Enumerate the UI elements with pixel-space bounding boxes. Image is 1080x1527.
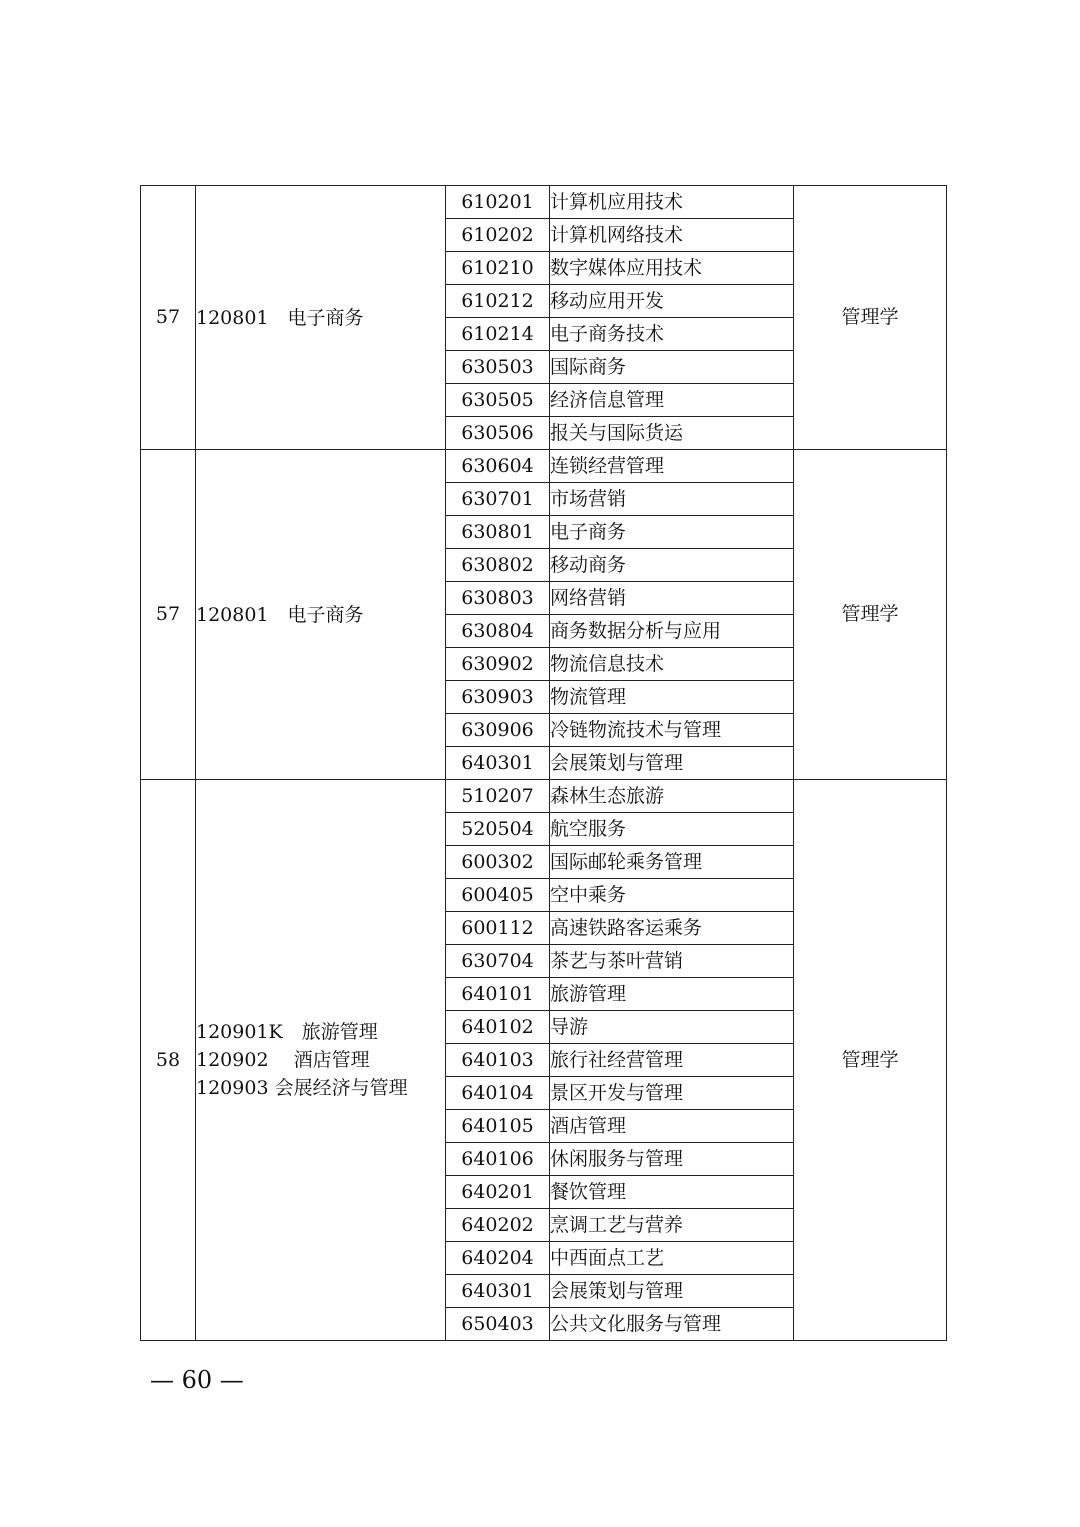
table-body (141, 186, 947, 1341)
vocational-major-code: 630903 (446, 681, 550, 714)
vocational-major-name: 旅行社经营管理 (550, 1044, 794, 1077)
vocational-major-name: 航空服务 (550, 813, 794, 846)
vocational-major-name: 物流信息技术 (550, 648, 794, 681)
vocational-major-code: 640202 (446, 1209, 550, 1242)
vocational-major-name: 商务数据分析与应用 (550, 615, 794, 648)
vocational-major-code: 640301 (446, 747, 550, 780)
vocational-major-name: 电子商务技术 (550, 318, 794, 351)
undergraduate-major: 120902 酒店管理 (196, 1049, 370, 1071)
vocational-major-code: 520504 (446, 813, 550, 846)
discipline-category: 管理学 (794, 186, 947, 450)
vocational-major-code: 630902 (446, 648, 550, 681)
undergraduate-major: 120801 电子商务 (196, 306, 364, 329)
vocational-major-code: 600405 (446, 879, 550, 912)
vocational-major-name: 国际商务 (550, 351, 794, 384)
vocational-major-name: 休闲服务与管理 (550, 1143, 794, 1176)
group-number: 57 (141, 186, 196, 450)
vocational-major-code: 610212 (446, 285, 550, 318)
vocational-major-name: 森林生态旅游 (550, 780, 794, 813)
vocational-major-name: 网络营销 (550, 582, 794, 615)
vocational-major-name: 旅游管理 (550, 978, 794, 1011)
vocational-major-code: 640106 (446, 1143, 550, 1176)
vocational-major-name: 物流管理 (550, 681, 794, 714)
vocational-major-name: 导游 (550, 1011, 794, 1044)
vocational-major-name: 空中乘务 (550, 879, 794, 912)
major-correspondence-table (140, 185, 947, 1341)
vocational-major-name: 冷链物流技术与管理 (550, 714, 794, 747)
vocational-major-name: 茶艺与茶叶营销 (550, 945, 794, 978)
vocational-major-code: 630704 (446, 945, 550, 978)
vocational-major-name: 计算机网络技术 (550, 219, 794, 252)
vocational-major-code: 640301 (446, 1275, 550, 1308)
vocational-major-name: 报关与国际货运 (550, 417, 794, 450)
discipline-category: 管理学 (794, 780, 947, 1341)
vocational-major-code: 640105 (446, 1110, 550, 1143)
vocational-major-name: 烹调工艺与营养 (550, 1209, 794, 1242)
table-row (141, 450, 947, 483)
vocational-major-name: 电子商务 (550, 516, 794, 549)
vocational-major-name: 移动应用开发 (550, 285, 794, 318)
discipline-category: 管理学 (794, 450, 947, 780)
vocational-major-code: 630804 (446, 615, 550, 648)
vocational-major-code: 630604 (446, 450, 550, 483)
vocational-major-name: 计算机应用技术 (550, 186, 794, 219)
vocational-major-name: 酒店管理 (550, 1110, 794, 1143)
vocational-major-code: 630906 (446, 714, 550, 747)
table-row (141, 186, 947, 219)
undergraduate-majors-cell (196, 780, 446, 1341)
vocational-major-code: 630802 (446, 549, 550, 582)
group-number: 58 (141, 780, 196, 1341)
vocational-major-code: 640102 (446, 1011, 550, 1044)
vocational-major-code: 610201 (446, 186, 550, 219)
vocational-major-name: 数字媒体应用技术 (550, 252, 794, 285)
vocational-major-code: 610214 (446, 318, 550, 351)
vocational-major-code: 640104 (446, 1077, 550, 1110)
vocational-major-code: 630503 (446, 351, 550, 384)
vocational-major-code: 610202 (446, 219, 550, 252)
undergraduate-major: 120901K 旅游管理 (196, 1021, 378, 1043)
vocational-major-name: 国际邮轮乘务管理 (550, 846, 794, 879)
vocational-major-code: 640101 (446, 978, 550, 1011)
vocational-major-name: 会展策划与管理 (550, 1275, 794, 1308)
vocational-major-code: 510207 (446, 780, 550, 813)
undergraduate-major: 120801 电子商务 (196, 603, 364, 626)
vocational-major-code: 610210 (446, 252, 550, 285)
vocational-major-code: 640201 (446, 1176, 550, 1209)
vocational-major-name: 公共文化服务与管理 (550, 1308, 794, 1341)
undergraduate-major: 120903 会展经济与管理 (196, 1077, 408, 1099)
undergraduate-majors-cell (196, 450, 446, 780)
table-row (141, 780, 947, 813)
vocational-major-code: 630801 (446, 516, 550, 549)
vocational-major-code: 630506 (446, 417, 550, 450)
vocational-major-name: 会展策划与管理 (550, 747, 794, 780)
vocational-major-name: 连锁经营管理 (550, 450, 794, 483)
vocational-major-name: 高速铁路客运乘务 (550, 912, 794, 945)
vocational-major-name: 中西面点工艺 (550, 1242, 794, 1275)
vocational-major-code: 630701 (446, 483, 550, 516)
vocational-major-code: 630505 (446, 384, 550, 417)
vocational-major-code: 640103 (446, 1044, 550, 1077)
vocational-major-name: 景区开发与管理 (550, 1077, 794, 1110)
vocational-major-code: 650403 (446, 1308, 550, 1341)
group-number: 57 (141, 450, 196, 780)
vocational-major-name: 移动商务 (550, 549, 794, 582)
vocational-major-code: 600302 (446, 846, 550, 879)
vocational-major-name: 经济信息管理 (550, 384, 794, 417)
undergraduate-majors-cell (196, 186, 446, 450)
vocational-major-code: 640204 (446, 1242, 550, 1275)
vocational-major-code: 600112 (446, 912, 550, 945)
vocational-major-name: 餐饮管理 (550, 1176, 794, 1209)
vocational-major-code: 630803 (446, 582, 550, 615)
vocational-major-name: 市场营销 (550, 483, 794, 516)
page-number: — 60 — (150, 1366, 244, 1394)
